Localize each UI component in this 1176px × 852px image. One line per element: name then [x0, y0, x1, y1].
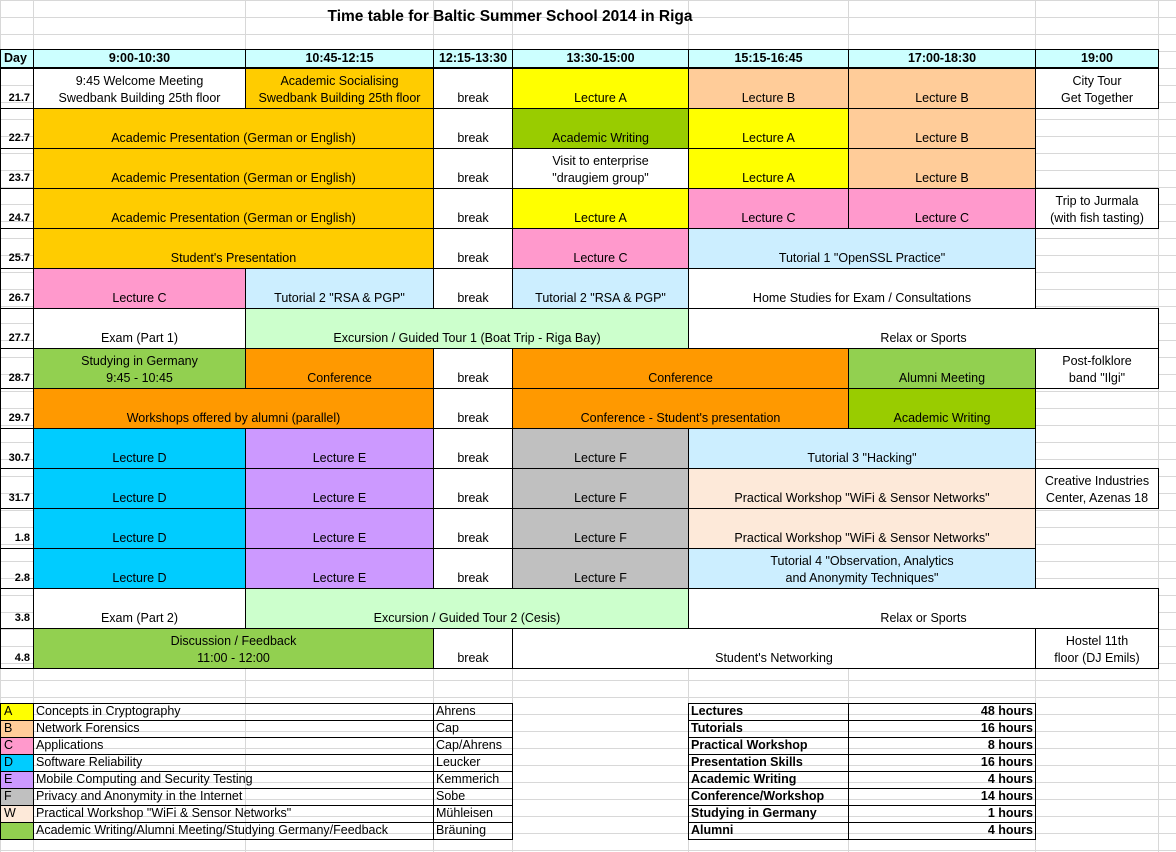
hours-value[interactable]	[848, 754, 1036, 772]
cell-text-line: Creative Industries	[1044, 474, 1150, 488]
session-cell[interactable]	[245, 588, 689, 629]
cell-text-line: City Tour	[1072, 74, 1122, 88]
hours-value-text: 4 hours	[987, 772, 1033, 786]
session-cell[interactable]	[33, 308, 246, 349]
cell-text: 22.7	[8, 132, 30, 144]
cell-text: break	[457, 291, 489, 305]
grid-line	[1158, 0, 1159, 852]
day-cell[interactable]	[0, 348, 34, 389]
legend-label-text: Network Forensics	[36, 721, 140, 735]
session-cell[interactable]	[245, 308, 689, 349]
cell-text: Lecture E	[312, 531, 367, 545]
cell-text: Lecture F	[574, 531, 627, 545]
hours-value[interactable]	[848, 771, 1036, 789]
legend-label-text: Privacy and Anonymity in the Internet	[36, 789, 243, 803]
day-cell[interactable]	[0, 468, 34, 509]
session-cell[interactable]	[33, 428, 246, 469]
hours-label[interactable]	[688, 720, 849, 738]
cell-text: Lecture D	[112, 491, 167, 505]
session-cell[interactable]	[245, 508, 434, 549]
break-cell[interactable]	[433, 348, 513, 389]
hours-label[interactable]	[688, 703, 849, 721]
cell-text: Lecture B	[915, 91, 969, 105]
break-cell[interactable]	[433, 628, 513, 669]
hours-label[interactable]	[688, 788, 849, 806]
hours-label[interactable]	[688, 805, 849, 823]
session-cell[interactable]	[848, 188, 1036, 229]
session-cell[interactable]	[33, 228, 434, 269]
break-cell[interactable]	[433, 148, 513, 189]
hours-label-text: Academic Writing	[691, 772, 797, 786]
legend-teacher[interactable]	[433, 805, 513, 823]
legend-teacher-text: Cap/Ahrens	[436, 738, 503, 752]
legend-label-text: Mobile Computing and Security Testing	[36, 772, 253, 786]
cell-text-line: Swedbank Building 25th floor	[58, 91, 221, 105]
cell-text: Lecture B	[915, 171, 969, 185]
day-cell[interactable]	[0, 388, 34, 429]
session-cell[interactable]	[688, 588, 1159, 629]
session-cell[interactable]	[33, 188, 434, 229]
legend-teacher-text: Leucker	[436, 755, 481, 769]
cell-text: 10:45-12:15	[305, 50, 374, 65]
cell-text: Alumni Meeting	[898, 371, 986, 385]
day-cell[interactable]	[0, 308, 34, 349]
legend-label-text: Practical Workshop "WiFi & Sensor Networks"	[36, 806, 292, 820]
session-cell[interactable]	[688, 108, 849, 149]
cell-text-line: (with fish tasting)	[1050, 211, 1144, 225]
legend-label-text: Applications	[36, 738, 104, 752]
cell-text: Lecture F	[574, 571, 627, 585]
legend-key[interactable]	[0, 703, 34, 721]
session-cell[interactable]	[245, 68, 434, 109]
session-cell[interactable]	[848, 388, 1036, 429]
session-cell[interactable]	[512, 628, 1036, 669]
cell-text: Lecture C	[573, 251, 628, 265]
session-cell[interactable]	[512, 348, 849, 389]
cell-text: 26.7	[8, 292, 30, 304]
cell-text: Lecture A	[574, 91, 627, 105]
cell-text: Conference	[307, 371, 372, 385]
hours-value-text: 48 hours	[980, 704, 1033, 718]
hours-label[interactable]	[688, 737, 849, 755]
legend-label-text: Software Reliability	[36, 755, 143, 769]
legend-label[interactable]	[33, 771, 434, 789]
cell-text: Lecture A	[574, 211, 627, 225]
cell-text: 31.7	[8, 492, 30, 504]
session-cell[interactable]	[245, 468, 434, 509]
cell-text: Home Studies for Exam / Consultations	[752, 291, 972, 305]
cell-text: 17:00-18:30	[907, 50, 977, 65]
hours-label-text: Alumni	[691, 823, 734, 837]
session-cell[interactable]	[688, 268, 1036, 309]
cell-text: 9:00-10:30	[108, 50, 171, 65]
session-cell[interactable]	[688, 148, 849, 189]
break-cell[interactable]	[433, 68, 513, 109]
cell-text: Workshops offered by alumni (parallel)	[126, 411, 341, 425]
cell-text: Lecture C	[741, 211, 796, 225]
cell-text: Lecture B	[915, 131, 969, 145]
session-cell[interactable]	[688, 68, 849, 109]
session-cell[interactable]	[33, 628, 434, 669]
cell-text: Lecture A	[742, 171, 795, 185]
session-cell[interactable]	[688, 188, 849, 229]
session-cell[interactable]	[1035, 348, 1159, 389]
legend-teacher-text: Sobe	[436, 789, 466, 803]
hours-value-text: 1 hours	[987, 806, 1033, 820]
session-cell[interactable]	[512, 468, 689, 509]
cell-text: Practical Workshop "WiFi & Sensor Networks"	[734, 491, 990, 505]
cell-text: Excursion / Guided Tour 2 (Cesis)	[373, 611, 561, 625]
cell-text: Academic Presentation (German or English)	[111, 131, 356, 145]
session-cell[interactable]	[848, 108, 1036, 149]
legend-label[interactable]	[33, 703, 434, 721]
cell-text-line: Academic Socialising	[280, 74, 399, 88]
day-cell[interactable]	[0, 628, 34, 669]
cell-text: Lecture E	[312, 451, 367, 465]
cell-text: break	[457, 171, 489, 185]
cell-text: Lecture D	[112, 571, 167, 585]
legend-key-text: B	[4, 721, 13, 735]
cell-text: Conference	[648, 371, 713, 385]
cell-text: Conference - Student's presentation	[580, 411, 781, 425]
cell-text: 13:30-15:00	[566, 50, 635, 65]
legend-teacher-text: Kemmerich	[436, 772, 500, 786]
cell-text: Tutorial 3 "Hacking"	[807, 451, 917, 465]
hours-value-text: 8 hours	[987, 738, 1033, 752]
session-cell[interactable]	[245, 268, 434, 309]
header-slot[interactable]	[33, 49, 246, 68]
hours-value-text: 16 hours	[980, 721, 1033, 735]
cell-text: Academic Writing	[551, 131, 650, 145]
session-cell[interactable]	[512, 188, 689, 229]
break-cell[interactable]	[433, 228, 513, 269]
cell-text-line: and Anonymity Techniques"	[785, 571, 939, 585]
hours-value[interactable]	[848, 737, 1036, 755]
session-cell[interactable]	[512, 148, 689, 189]
legend-key[interactable]	[0, 771, 34, 789]
session-cell[interactable]	[848, 348, 1036, 389]
session-cell[interactable]	[512, 108, 689, 149]
cell-text: 3.8	[14, 612, 30, 624]
cell-text-line: Hostel 11th	[1065, 634, 1129, 648]
cell-text: 15:15-16:45	[734, 50, 803, 65]
legend-teacher[interactable]	[433, 703, 513, 721]
session-cell[interactable]	[245, 428, 434, 469]
break-cell[interactable]	[433, 428, 513, 469]
cell-text-line: Studying in Germany	[81, 354, 198, 368]
legend-teacher-text: Ahrens	[436, 704, 476, 718]
cell-text-line: Center, Azenas 18	[1045, 491, 1149, 505]
cell-text: 23.7	[8, 172, 30, 184]
session-cell[interactable]	[1035, 68, 1159, 109]
cell-text-line: Visit to enterprise	[552, 154, 649, 168]
session-cell[interactable]	[848, 148, 1036, 189]
day-cell[interactable]	[0, 148, 34, 189]
cell-text: 30.7	[8, 452, 30, 464]
session-cell[interactable]	[33, 348, 246, 389]
cell-text: Lecture C	[112, 291, 167, 305]
cell-text-line: Post-folklore	[1062, 354, 1132, 368]
hours-label-text: Tutorials	[691, 721, 743, 735]
cell-text: Tutorial 2 "RSA & PGP"	[535, 291, 666, 305]
session-cell[interactable]	[245, 548, 434, 589]
session-cell[interactable]	[33, 148, 434, 189]
cell-text-line: "draugiem group"	[552, 171, 649, 185]
cell-text: Practical Workshop "WiFi & Sensor Networks"	[734, 531, 990, 545]
cell-text: Lecture B	[741, 91, 796, 105]
day-cell[interactable]	[0, 588, 34, 629]
hours-label[interactable]	[688, 822, 849, 840]
hours-value[interactable]	[848, 703, 1036, 721]
day-cell[interactable]	[0, 268, 34, 309]
session-cell[interactable]	[33, 388, 434, 429]
day-cell[interactable]	[0, 508, 34, 549]
header-slot[interactable]	[433, 49, 513, 68]
legend-key[interactable]	[0, 788, 34, 806]
session-cell[interactable]	[1035, 628, 1159, 669]
legend-key-text: E	[4, 772, 13, 786]
hours-value-text: 4 hours	[987, 823, 1033, 837]
cell-text: 2.8	[14, 572, 30, 584]
cell-text: break	[457, 131, 489, 145]
day-cell[interactable]	[0, 68, 34, 109]
cell-text-line: Tutorial 4 "Observation, Analytics	[770, 554, 954, 568]
session-cell[interactable]	[512, 268, 689, 309]
cell-text: 21.7	[8, 92, 30, 104]
cell-text: break	[457, 371, 489, 385]
cell-text: break	[457, 411, 489, 425]
cell-text-line: 11:00 - 12:00	[197, 651, 270, 665]
cell-text: 29.7	[8, 412, 30, 424]
day-cell[interactable]	[0, 228, 34, 269]
session-cell[interactable]	[33, 468, 246, 509]
legend-teacher-text: Cap	[436, 721, 459, 735]
header-slot[interactable]	[512, 49, 689, 68]
legend-teacher[interactable]	[433, 788, 513, 806]
legend-key[interactable]	[0, 737, 34, 755]
cell-text: break	[457, 211, 489, 225]
session-cell[interactable]	[33, 68, 246, 109]
cell-text: Student's Networking	[715, 651, 833, 665]
hours-label-text: Presentation Skills	[691, 755, 803, 769]
legend-label-text: Concepts in Cryptography	[36, 704, 181, 718]
cell-text: Lecture A	[742, 131, 795, 145]
break-cell[interactable]	[433, 508, 513, 549]
cell-text: Tutorial 2 "RSA & PGP"	[274, 291, 405, 305]
cell-text-line: 9:45 - 10:45	[106, 371, 173, 385]
cell-text: break	[457, 251, 489, 265]
hours-label-text: Practical Workshop	[691, 738, 808, 752]
header-slot[interactable]	[1035, 49, 1159, 68]
session-cell[interactable]	[512, 428, 689, 469]
header-slot[interactable]	[245, 49, 434, 68]
cell-text: 25.7	[8, 252, 30, 264]
cell-text-line: Discussion / Feedback	[170, 634, 297, 648]
cell-text: Academic Writing	[893, 411, 991, 425]
cell-text: Student's Presentation	[170, 251, 297, 265]
break-cell[interactable]	[433, 188, 513, 229]
session-cell[interactable]	[688, 428, 1036, 469]
cell-text-line: floor (DJ Emils)	[1054, 651, 1140, 665]
hours-label-text: Conference/Workshop	[691, 789, 825, 803]
legend-key-text: D	[4, 755, 14, 769]
break-cell[interactable]	[433, 468, 513, 509]
cell-text: 12:15-13:30	[438, 50, 508, 65]
cell-text: Lecture E	[312, 491, 367, 505]
session-cell[interactable]	[512, 68, 689, 109]
session-cell[interactable]	[688, 508, 1036, 549]
session-cell[interactable]	[33, 268, 246, 309]
hours-label-text: Studying in Germany	[691, 806, 817, 820]
cell-text: Day	[4, 50, 27, 65]
legend-label[interactable]	[33, 720, 434, 738]
cell-text-line: 9:45 Welcome Meeting	[75, 74, 204, 88]
cell-text: Lecture C	[914, 211, 970, 225]
break-cell[interactable]	[433, 548, 513, 589]
cell-text: 1.8	[14, 532, 30, 544]
legend-teacher[interactable]	[433, 771, 513, 789]
break-cell[interactable]	[433, 268, 513, 309]
hours-value-text: 14 hours	[980, 789, 1033, 803]
session-cell[interactable]	[1035, 188, 1159, 229]
session-cell[interactable]	[512, 228, 689, 269]
legend-label[interactable]	[33, 737, 434, 755]
cell-text: 24.7	[8, 212, 30, 224]
cell-text: Relax or Sports	[880, 331, 967, 345]
cell-text: Lecture E	[312, 571, 367, 585]
hours-label[interactable]	[688, 771, 849, 789]
day-cell[interactable]	[0, 428, 34, 469]
cell-text: break	[457, 491, 489, 505]
session-cell[interactable]	[33, 548, 246, 589]
day-cell[interactable]	[0, 548, 34, 589]
hours-value[interactable]	[848, 788, 1036, 806]
session-cell[interactable]	[245, 348, 434, 389]
cell-text: Lecture F	[574, 491, 627, 505]
legend-key[interactable]	[0, 754, 34, 772]
session-cell[interactable]	[688, 548, 1036, 589]
hours-label[interactable]	[688, 754, 849, 772]
legend-label[interactable]	[33, 788, 434, 806]
session-cell[interactable]	[688, 228, 1036, 269]
cell-text: 28.7	[8, 372, 30, 384]
legend-key-text: W	[4, 806, 16, 820]
legend-label[interactable]	[33, 822, 434, 840]
legend-key[interactable]	[0, 805, 34, 823]
legend-key-text: A	[4, 704, 13, 718]
legend-key-text: C	[4, 738, 14, 752]
hours-label-text: Lectures	[691, 704, 744, 718]
cell-text: break	[457, 531, 489, 545]
cell-text: Exam (Part 1)	[100, 331, 179, 345]
cell-text-line: Swedbank Building 25th floor	[258, 91, 421, 105]
session-cell[interactable]	[688, 468, 1036, 509]
session-cell[interactable]	[512, 388, 849, 429]
cell-text: Lecture D	[112, 451, 167, 465]
session-cell[interactable]	[848, 68, 1036, 109]
cell-text-line: band "Ilgi"	[1068, 371, 1126, 385]
header-day[interactable]	[0, 49, 34, 68]
cell-text: break	[457, 651, 489, 665]
cell-text: 19:00	[1081, 50, 1113, 65]
cell-text-line: Trip to Jurmala	[1055, 194, 1139, 208]
legend-teacher-text: Bräuning	[436, 823, 487, 837]
cell-text: Lecture D	[112, 531, 167, 545]
cell-text: break	[457, 91, 489, 105]
cell-text: Relax or Sports	[880, 611, 967, 625]
cell-text: Academic Presentation (German or English)	[111, 171, 356, 185]
day-cell[interactable]	[0, 188, 34, 229]
cell-text: Tutorial 1 "OpenSSL Practice"	[778, 251, 946, 265]
hours-value[interactable]	[848, 720, 1036, 738]
cell-text: Lecture F	[574, 451, 627, 465]
session-cell[interactable]	[1035, 468, 1159, 509]
page-title[interactable]: Time table for Baltic Summer School 2014 in Riga	[327, 8, 693, 25]
header-slot[interactable]	[848, 49, 1036, 68]
cell-text: 27.7	[8, 332, 30, 344]
legend-key[interactable]	[0, 720, 34, 738]
header-slot[interactable]	[688, 49, 849, 68]
cell-text: Academic Presentation (German or English)	[111, 211, 356, 225]
cell-text: break	[457, 571, 489, 585]
legend-teacher[interactable]	[433, 720, 513, 738]
legend-teacher[interactable]	[433, 737, 513, 755]
break-cell[interactable]	[433, 388, 513, 429]
cell-text-line: Get Together	[1060, 91, 1134, 105]
legend-label-text: Academic Writing/Alumni Meeting/Studying Germany/Feedback	[36, 823, 389, 837]
hours-value[interactable]	[848, 805, 1036, 823]
session-cell[interactable]	[512, 548, 689, 589]
break-cell[interactable]	[433, 108, 513, 149]
cell-text: break	[457, 451, 489, 465]
cell-text: Exam (Part 2)	[100, 611, 179, 625]
day-cell[interactable]	[0, 108, 34, 149]
session-cell[interactable]	[688, 308, 1159, 349]
legend-teacher-text: Mühleisen	[436, 806, 493, 820]
session-cell[interactable]	[512, 508, 689, 549]
legend-teacher[interactable]	[433, 754, 513, 772]
hours-value-text: 16 hours	[980, 755, 1033, 769]
cell-text: Excursion / Guided Tour 1 (Boat Trip - Riga Bay)	[333, 331, 601, 345]
session-cell[interactable]	[33, 588, 246, 629]
legend-label[interactable]	[33, 754, 434, 772]
legend-key-text: F	[4, 789, 12, 803]
hours-value[interactable]	[848, 822, 1036, 840]
session-cell[interactable]	[33, 508, 246, 549]
cell-text: 4.8	[14, 652, 30, 664]
legend-key[interactable]	[0, 822, 34, 840]
legend-label[interactable]	[33, 805, 434, 823]
session-cell[interactable]	[33, 108, 434, 149]
legend-teacher[interactable]	[433, 822, 513, 840]
